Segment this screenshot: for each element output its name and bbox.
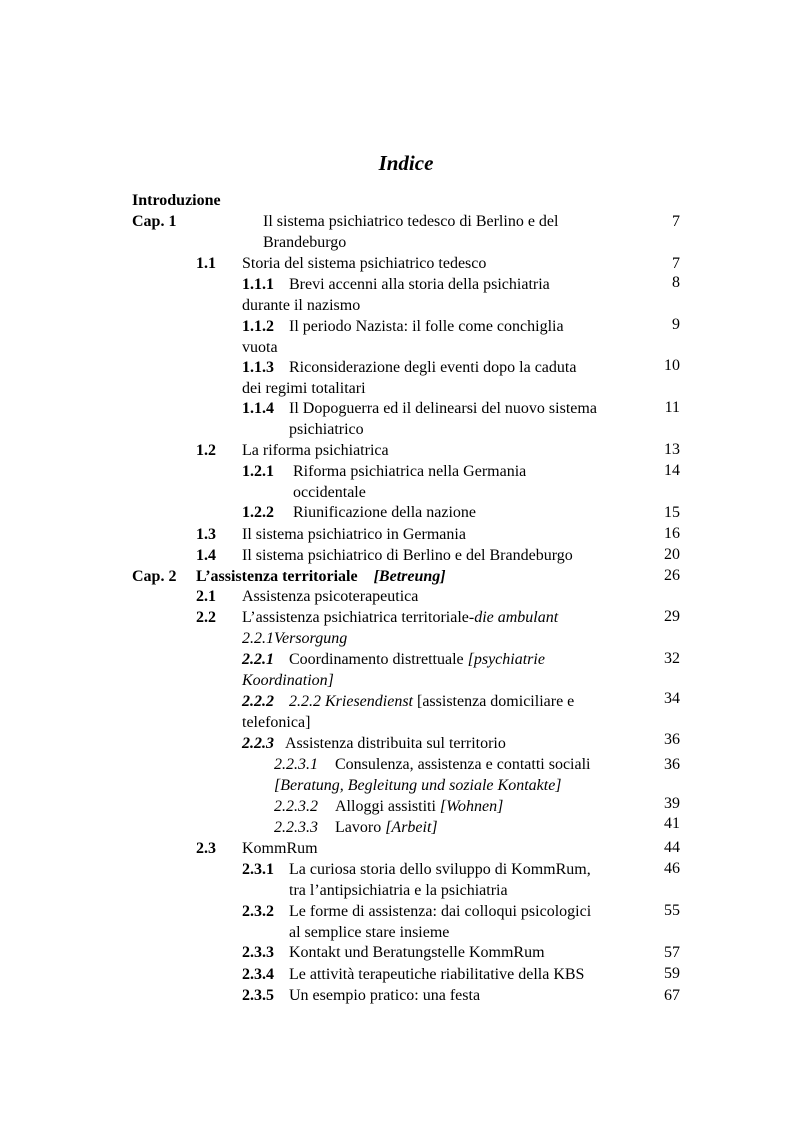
subsection-number: 2.3.5: [242, 987, 274, 1004]
subsubsection-title-german: [Arbeit]: [385, 819, 438, 836]
page-number: 46: [664, 860, 680, 877]
subsection-title: Kontakt und Beratungstelle KommRum: [289, 944, 545, 961]
page-number: 57: [664, 944, 680, 961]
section-title: KommRum: [242, 840, 318, 857]
subsection-title-line1: Riforma psichiatrica nella Germania: [293, 463, 527, 480]
section-title: Il sistema psichiatrico di Berlino e del Brandeburgo: [242, 547, 573, 564]
subsection-title-line1: Il Dopoguerra ed il delinearsi del nuovo sistema: [289, 400, 597, 417]
subsection-title-line1: La curiosa storia dello sviluppo di KommRum,: [289, 861, 591, 878]
subsection-number: 1.1.2: [242, 318, 274, 335]
page-number: 7: [672, 255, 680, 272]
subsection-number: 1.1.1: [242, 276, 274, 293]
subsubsection-title-text: Alloggi assistiti: [335, 798, 436, 815]
page-number: 29: [664, 608, 680, 625]
section-title-line1: [242, 607, 558, 628]
chapter-title-line2: Brandeburgo: [263, 234, 347, 251]
subsubsection-number: 2.2.3.3: [274, 819, 318, 836]
subsubsection-number: 2.2.3.2: [274, 798, 318, 815]
page-number: 39: [664, 795, 680, 812]
page-title: Indice: [378, 151, 434, 175]
subsection-number: 2.2.3: [242, 735, 274, 752]
page-number: 41: [664, 815, 680, 832]
subsection-title-line2: telefonica]: [242, 714, 311, 731]
section-number: 1.2: [196, 442, 216, 459]
page-number: 32: [664, 650, 680, 667]
page-number: 67: [664, 987, 680, 1004]
subsubsection-title: [335, 796, 503, 817]
chapter-title-german: [Betreung]: [373, 568, 446, 585]
section-number: 1.4: [196, 547, 216, 564]
page-number: 55: [664, 902, 680, 919]
page-number: 14: [664, 462, 680, 479]
page-number: 10: [664, 357, 680, 374]
subsection-title-line1: Il periodo Nazista: il folle come conchiglia: [289, 318, 564, 335]
section-title: La riforma psichiatrica: [242, 442, 389, 459]
subsubsection-title-line1: Consulenza, assistenza e contatti sociali: [335, 756, 591, 773]
page-number: 13: [664, 441, 680, 458]
page-number: 15: [664, 504, 680, 521]
subsection-title-line1: [289, 649, 545, 670]
section-number: 2.3: [196, 840, 216, 857]
subsection-number: 2.2.2: [242, 693, 274, 710]
subsection-title: Un esempio pratico: una festa: [289, 987, 481, 1004]
page-number: 36: [664, 756, 680, 773]
subsubsection-title-text: Lavoro: [335, 819, 382, 836]
page-number: 59: [664, 965, 680, 982]
section-title-text: L’assistenza psichiatrica territoriale-: [242, 609, 475, 626]
subsection-title-text: [assistenza domiciliare e: [417, 693, 575, 710]
page-number: 8: [672, 274, 680, 291]
subsection-number: 2.3.3: [242, 944, 274, 961]
subsection-number: 2.3.1: [242, 861, 274, 878]
chapter-number: Cap. 2: [132, 568, 177, 585]
subsection-number: 2.3.4: [242, 966, 274, 983]
subsection-title-line2: vuota: [242, 339, 278, 356]
subsection-number: 2.3.2: [242, 903, 274, 920]
section-number: 2.2: [196, 609, 216, 626]
subsection-number: 1.1.3: [242, 359, 274, 376]
subsubsection-title-line2: [Beratung, Begleitung und soziale Kontakte]: [274, 777, 562, 794]
page-number: 34: [664, 690, 680, 707]
chapter-title: [196, 566, 446, 587]
page-number: 44: [664, 839, 680, 856]
page-number: 16: [664, 525, 680, 542]
section-title-line2: 2.2.1Versorgung: [242, 630, 348, 647]
subsection-title-line2: psichiatrico: [289, 421, 364, 438]
subsection-title: Riunificazione della nazione: [293, 504, 477, 521]
subsection-title-line2: durante il nazismo: [242, 297, 361, 314]
page-number: 26: [664, 567, 680, 584]
page-number: 7: [672, 213, 680, 230]
section-title: Il sistema psichiatrico in Germania: [242, 526, 466, 543]
subsection-number: 1.2.1: [242, 463, 274, 480]
subsubsection-title-german: [Wohnen]: [439, 798, 504, 815]
subsubsection-number: 2.2.3.1: [274, 756, 318, 773]
subsection-title-line1: Brevi accenni alla storia della psichiatria: [289, 276, 550, 293]
subsection-title-line2: tra l’antipsichiatria e la psichiatria: [289, 882, 508, 899]
subsection-title-line2: dei regimi totalitari: [242, 380, 366, 397]
subsection-title-german: 2.2.2 Kriesendienst: [289, 693, 413, 710]
subsection-number: 2.2.1: [242, 651, 274, 668]
chapter-title-text: L’assistenza territoriale: [196, 568, 358, 585]
subsection-title-german: [psychiatrie: [467, 651, 545, 668]
page-number: 20: [664, 546, 680, 563]
page-number: 36: [664, 731, 680, 748]
subsection-title: Assistenza distribuita sul territorio: [285, 735, 506, 752]
subsection-title-line1: Le forme di assistenza: dai colloqui psicologici: [289, 903, 592, 920]
subsection-title-line2: occidentale: [293, 484, 366, 501]
section-number: 1.3: [196, 526, 216, 543]
subsection-title-line1: [289, 691, 574, 712]
subsection-title-line1: Riconsiderazione degli eventi dopo la caduta: [289, 359, 577, 376]
subsection-title-line2: al semplice stare insieme: [289, 924, 450, 941]
section-title-german: die ambulant: [474, 609, 559, 626]
subsection-number: 1.1.4: [242, 400, 274, 417]
subsubsection-title: [335, 817, 438, 838]
section-number: 2.1: [196, 588, 216, 605]
section-title: Assistenza psicoterapeutica: [242, 588, 419, 605]
section-number: 1.1: [196, 255, 216, 272]
chapter-number: Cap. 1: [132, 213, 177, 230]
subsection-title-line2: Koordination]: [242, 672, 334, 689]
page-number: 9: [672, 316, 680, 333]
section-title: Storia del sistema psichiatrico tedesco: [242, 255, 487, 272]
chapter-title-line1: Il sistema psichiatrico tedesco di Berlino e del: [263, 213, 559, 230]
subsection-title: Le attività terapeutiche riabilitative della KBS: [289, 966, 585, 983]
subsection-number: 1.2.2: [242, 504, 274, 521]
subsection-title-text: Coordinamento distrettuale: [289, 651, 464, 668]
toc-introduzione: Introduzione: [132, 192, 221, 209]
page-number: 11: [664, 399, 680, 416]
